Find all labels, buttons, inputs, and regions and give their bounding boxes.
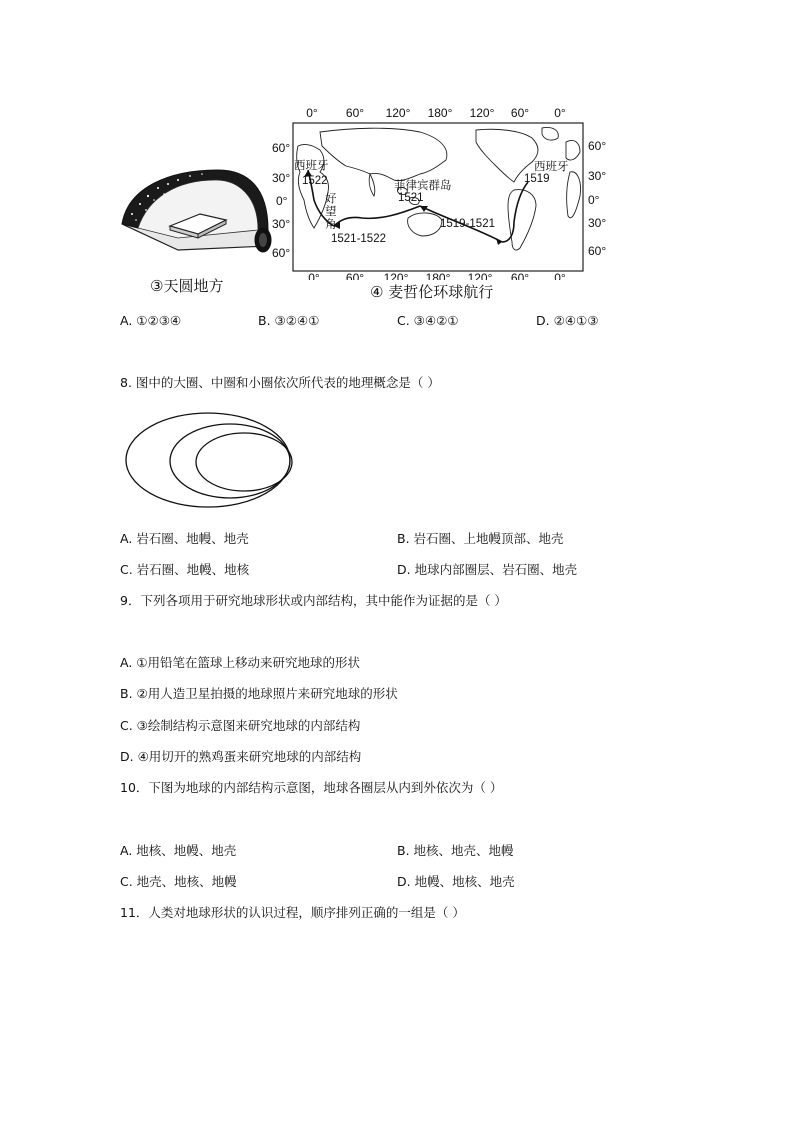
label-route-1521-1522: 1521-1522 [331,233,386,245]
q8-stem: 8. 图中的大圈、中圈和小圈依次所代表的地理概念是（ ） [120,375,440,390]
small-ellipse [196,433,292,491]
right-axis-label: 30° [588,216,607,230]
bottom-axis-label: 60° [510,271,530,280]
label-spain-right: 西班牙 [534,161,569,173]
left-axis-label: 30° [272,217,291,231]
q8-option-d: D. 地球内部圈层、岩石圈、地壳 [397,562,578,577]
bottom-axis-label: 120° [467,271,493,280]
label-cape-1: 好 [325,193,337,205]
figure-magellan-map [270,102,610,280]
right-axis-label: 30° [588,169,607,183]
top-axis-label: 0° [554,106,566,120]
q10-option-d: D. 地幔、地核、地壳 [397,874,515,889]
q10-option-a: A. 地核、地幔、地壳 [120,843,237,858]
q7-option-b: B. ③②④① [258,313,320,328]
q10-stem: 10．下图为地球的内部结构示意图，地球各圈层从内到外依次为（ ） [120,780,503,795]
nested-ellipses [124,410,296,510]
label-philippines: 菲律宾群岛 [394,180,452,192]
q9-option-d: D. ④用切开的熟鸡蛋来研究地球的内部结构 [120,749,362,764]
label-route-1519-1521: 1519-1521 [440,218,495,230]
left-axis-label: 30° [272,171,291,185]
q9-option-a: A. ①用铅笔在篮球上移动来研究地球的形状 [120,655,360,670]
label-spain-left: 西班牙 [294,160,329,172]
bottom-axis-label: 0° [308,271,320,280]
q10-option-c: C. 地壳、地核、地幔 [120,874,237,889]
label-cape-3: 角 [325,219,337,231]
top-axis-label: 0° [306,106,318,120]
label-year-1519: 1519 [524,173,550,185]
label-cape-2: 望 [325,206,337,218]
q8-option-c: C. 岩石圈、地幔、地核 [120,562,250,577]
left-axis-label: 60° [272,246,291,260]
q11-stem: 11．人类对地球形状的认识过程，顺序排列正确的一组是（ ） [120,905,465,920]
q8-option-b: B. 岩石圈、上地幔顶部、地壳 [397,531,564,546]
bottom-axis-label: 0° [554,271,566,280]
q7-option-a: A. ①②③④ [120,313,182,328]
top-axis-label: 60° [345,106,365,120]
right-axis-label: 60° [588,244,607,258]
top-axis-label: 180° [427,106,453,120]
figure-heaven-round-earth-square [118,168,278,268]
q9-option-b: B. ②用人造卫星拍摄的地球照片来研究地球的形状 [120,686,398,701]
top-axis-label: 120° [385,106,411,120]
medium-ellipse [170,424,290,498]
bottom-axis-label: 180° [425,271,451,280]
top-axis-label: 60° [510,106,530,120]
right-axis-label: 60° [588,139,607,153]
q7-option-c: C. ③④②① [397,313,459,328]
bottom-axis-label: 60° [345,271,365,280]
q8-option-a: A. 岩石圈、地幔、地壳 [120,531,249,546]
world-map [270,102,610,280]
left-axis-label: 60° [272,141,291,155]
dome-illustration [118,168,278,268]
label-year-1521: 1521 [398,192,424,204]
label-year-1522: 1522 [302,175,328,187]
q8-circles-figure [124,410,296,510]
q10-option-b: B. 地核、地壳、地幔 [397,843,514,858]
bottom-axis-label: 120° [383,271,409,280]
q7-option-d: D. ②④①③ [536,313,599,328]
q9-option-c: C. ③绘制结构示意图来研究地球的内部结构 [120,718,361,733]
figure3-caption: ③天圆地方 [150,277,224,295]
top-axis-label: 120° [469,106,495,120]
right-axis-label: 0° [588,193,600,207]
left-axis-label: 0° [276,194,288,208]
q9-stem: 9．下列各项用于研究地球形状或内部结构，其中能作为证据的是（ ） [120,593,507,608]
map-frame [293,123,583,271]
figure4-caption: ④ 麦哲伦环球航行 [370,283,494,301]
